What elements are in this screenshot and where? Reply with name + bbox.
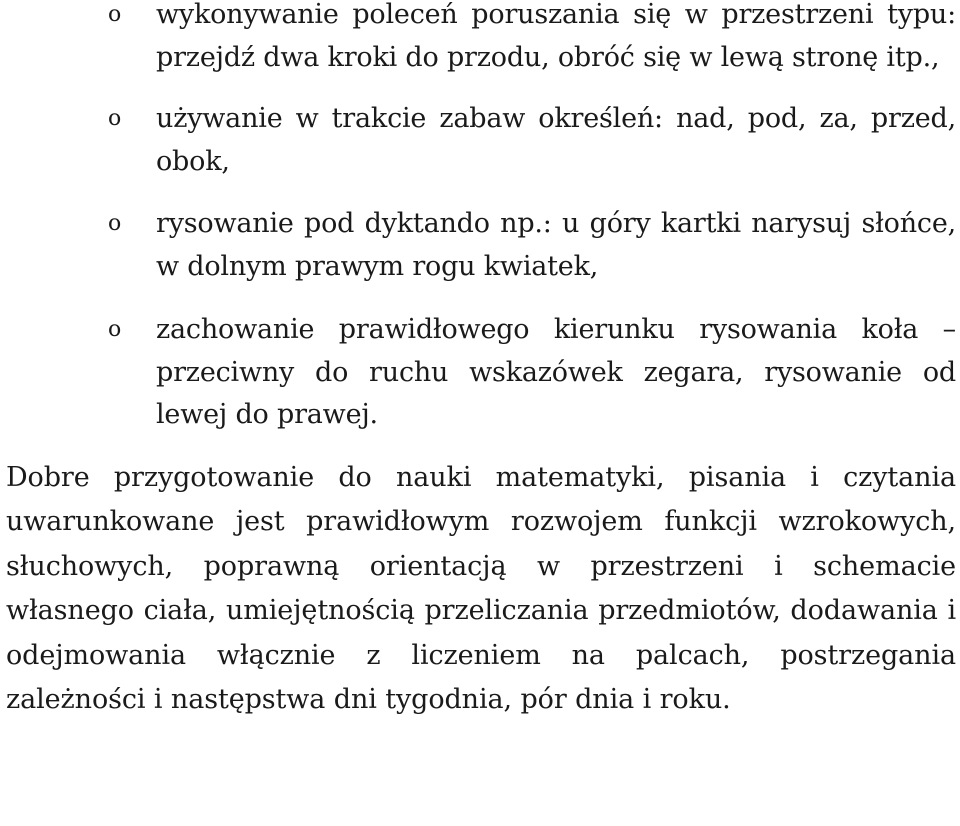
list-item-text: wykonywanie poleceń poruszania się w przestrzeni typu: przejdź dwa kroki do przodu, obróć się w lewą stronę itp., [156, 0, 956, 73]
list-item-text: używanie w trakcie zabaw określeń: nad, pod, za, przed, obok, [156, 103, 956, 177]
bullet-marker: o [108, 2, 122, 27]
list-item [0, 98, 960, 183]
list-item-text: zachowanie prawidłowego kierunku rysowania koła – przeciwny do ruchu wskazówek zegara, rysowanie od lewej do prawej. [156, 314, 956, 430]
bullet-marker: o [108, 106, 122, 131]
list-item-text: rysowanie pod dyktando np.: u góry kartki narysuj słońce, w dolnym prawym rogu kwiatek, [156, 208, 956, 282]
bullet-marker: o [108, 211, 122, 236]
list-item [0, 0, 960, 79]
list-item [0, 203, 960, 288]
bullet-marker: o [108, 317, 122, 342]
list-item [0, 309, 960, 437]
body-paragraph: Dobre przygotowanie do nauki matematyki, pisania i czytania uwarunkowane jest prawidłowym rozwojem funkcji wzrokowych, słuchowych, poprawną orientacją w przestrzeni i schemacie własnego ciała, umiejętnością przeliczania przedmiotów, dodawania i odejmowania włącznie z liczeniem na palcach, postrzegania zależności i następstwa dni tygodnia, pór dnia i roku. [6, 461, 956, 715]
